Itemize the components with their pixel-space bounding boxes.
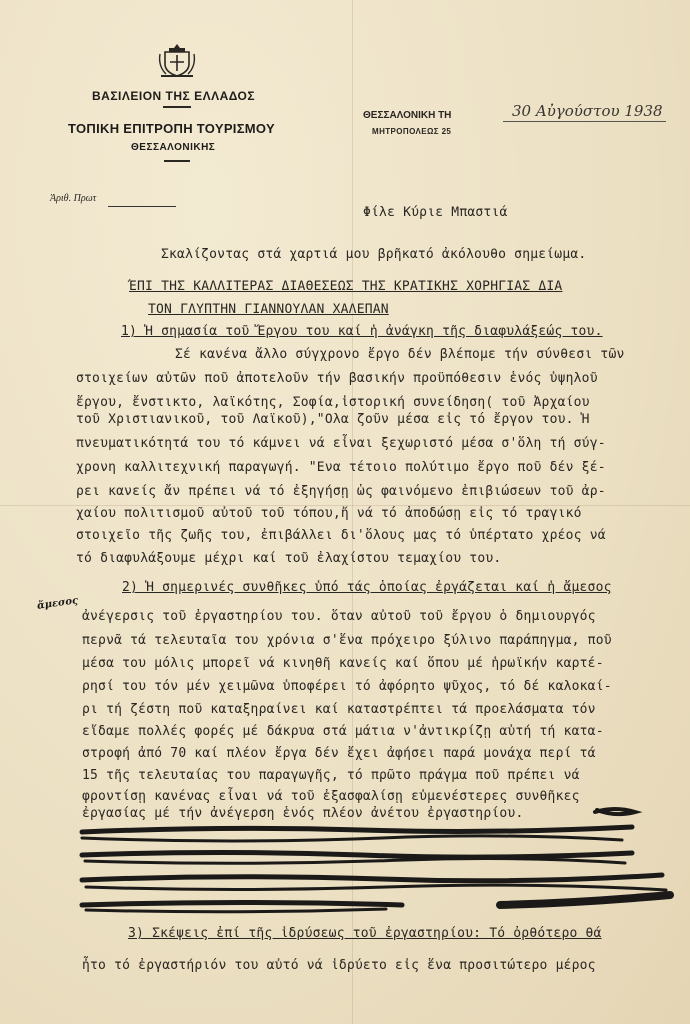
- section-heading-3: 3) Σκέψεις ἐπί τῆς ἱδρύσεως τοῦ ἐργαστηρίου: Τό ὀρθότερο θά: [128, 926, 602, 941]
- letter-line: Σκαλίζοντας στά χαρτιά μου βρῆκατό ἀκόλουθο σημείωμα.: [161, 247, 587, 262]
- letter-line: τοῦ Χριστιανικοῦ, τοῦ Λαϊκοῦ),"Ολα ζοῦν μέσα εἰς τό ἔργον του. Ἡ: [76, 412, 590, 427]
- letter-line: 15 τῆς τελευταίας του παραγωγῆς, τό πρῶτο πράγμα ποῦ πρέπει νά: [82, 768, 580, 783]
- section-heading-1: 1) Ἡ σημασία τοῦ Ἔργου του καί ἡ ἀνάγκη τῆς διαφυλάξεώς του.: [121, 324, 603, 339]
- letter-line: φροντίσῃ κανένας εἶναι νά τοῦ ἐξασφαλίσῃ εὐμενέστερες συνθῆκες: [82, 789, 580, 804]
- letter-line: μέσα του μόλις μπορεῖ νά κινηθῆ κανείς καί ὅπου μέ ἡρωϊκήν καρτέ-: [82, 656, 604, 671]
- protocol-number-label: Ἀριθ. Πρωτ: [50, 193, 97, 204]
- memo-title-line: ΤΟΝ ΓΛΥΠΤΗΝ ΓΙΑΝΝΟΥΛΑΝ ΧΑΛΕΠΑΝ: [148, 302, 389, 317]
- letter-line: χαίου πολιτισμοῦ αὐτοῦ τοῦ τόπου,ἤ νά τό ἀποδώσῃ εἰς τό τραγικό: [76, 506, 582, 521]
- letter-line: περνᾶ τά τελευταῖα του χρόνια σ'ἕνα πρόχειρο ξύλινο παράπηγμα, ποῦ: [82, 633, 612, 648]
- dateline-place: ΘΕΣΣΑΛΟΝΙΚΗ ΤΗ: [363, 110, 452, 121]
- letterhead-city: ΘΕΣΣΑΛΟΝΙΚΗΣ: [131, 142, 216, 153]
- letter-line: ἀνέγερσις τοῦ ἐργαστηρίου του. ὅταν αὐτοῦ τοῦ ἔργου ὁ δημιουργός: [82, 609, 596, 624]
- letter-line: εἴδαμε πολλές φορές μέ δάκρυα στά μάτια ν'ἀντικρίζῃ αὐτή τή κατα-: [82, 724, 604, 739]
- letter-line: ρι τή ζέστη ποῦ καταξηραίνει καί καταστρέπτει τά προελάσματα τόν: [82, 702, 596, 717]
- letter-line: πνευματικότητά του τό κάμνει νά εἶναι ξεχωριστό μέσα σ'ὅλη τή σύγ-: [76, 436, 606, 451]
- dateline-street: ΜΗΤΡΟΠΟΛΕΩΣ 25: [372, 127, 452, 136]
- section-heading-2: 2) Ἡ σημερινές συνθῆκες ὑπό τάς ὁποίας ἐργάζεται καί ἡ ἄμεσος: [122, 580, 612, 595]
- dateline-date: 30 Αὐγούστου 1938: [512, 102, 663, 120]
- memo-title-line: ΈΠΙ ΤΗΣ ΚΑΛΛΙΤΕΡΑΣ ΔΙΑΘΕΣΕΩΣ ΤΗΣ ΚΡΑΤΙΚΗΣ ΧΟΡΗΓΙΑΣ ΔΙΑ: [129, 279, 563, 294]
- salutation: Φίλε Κύριε Μπαστιά: [363, 205, 508, 220]
- letter-line: ρει κανείς ἄν πρέπει νά τό ἐξηγήσῃ ὡς φαινόμενο ἐπιβιώσεων τοῦ ἀρ-: [76, 484, 606, 499]
- letter-line: στοιχείων αὐτῶν ποῦ ἀποτελοῦν τήν βασικήν προϋπόθεσιν ἑνός ὑψηλοῦ: [76, 371, 598, 386]
- letter-line: στοιχεῖο τῆς ζωῆς του, ἐπιβάλλει δι'ὅλους μας τό ὑπέρτατο χρέος νά: [76, 528, 606, 543]
- letter-line: ρησί του τόν μέν χειμῶνα ὑποφέρει τό ἀφόρητο ψῦχος, τό δέ καλοκαί-: [82, 679, 612, 694]
- letterhead-committee: ΤΟΠΙΚΗ ΕΠΙΤΡΟΠΗ ΤΟΥΡΙΣΜΟΥ: [68, 121, 275, 136]
- letter-line: ἔργου, ἔνστικτο, λαϊκότης, Σοφία,ἱστορική συνείδηση( τοῦ Ἀρχαίου: [76, 395, 590, 410]
- letter-line: χρονη καλλιτεχνική παραγωγή. "Ενα τέτοιο πολύτιμο ἔργο ποῦ δέν ξέ-: [76, 460, 606, 475]
- letter-line: Σέ κανένα ἄλλο σύγχρονο ἔργο δέν βλέπομε τήν σύνθεσι τῶν: [175, 347, 625, 362]
- letter-line: τό διαφυλάξουμε μέχρι καί τοῦ ἐλαχίστου τεμαχίου του.: [76, 551, 502, 566]
- letter-line: ἦτο τό ἐργαστήριόν του αὐτό νά ἱδρύετο εἰς ἕνα προσιτώτερο μέρος: [82, 958, 596, 973]
- letterhead-kingdom: ΒΑΣΙΛΕΙΟΝ ΤΗΣ ΕΛΛΑΔΟΣ: [92, 89, 256, 103]
- letter-line: στροφή ἀπό 70 καί πλέον ἔργα δέν ἔχει ἀφήσει παρά μονάχα περί τά: [82, 746, 596, 761]
- letter-line: ἐργασίας μέ τήν ἀνέγερση ἑνός πλέον ἀνέτου ἐργαστηρίου.: [82, 806, 524, 821]
- handwritten-margin-note: ἄμεσος: [36, 595, 79, 612]
